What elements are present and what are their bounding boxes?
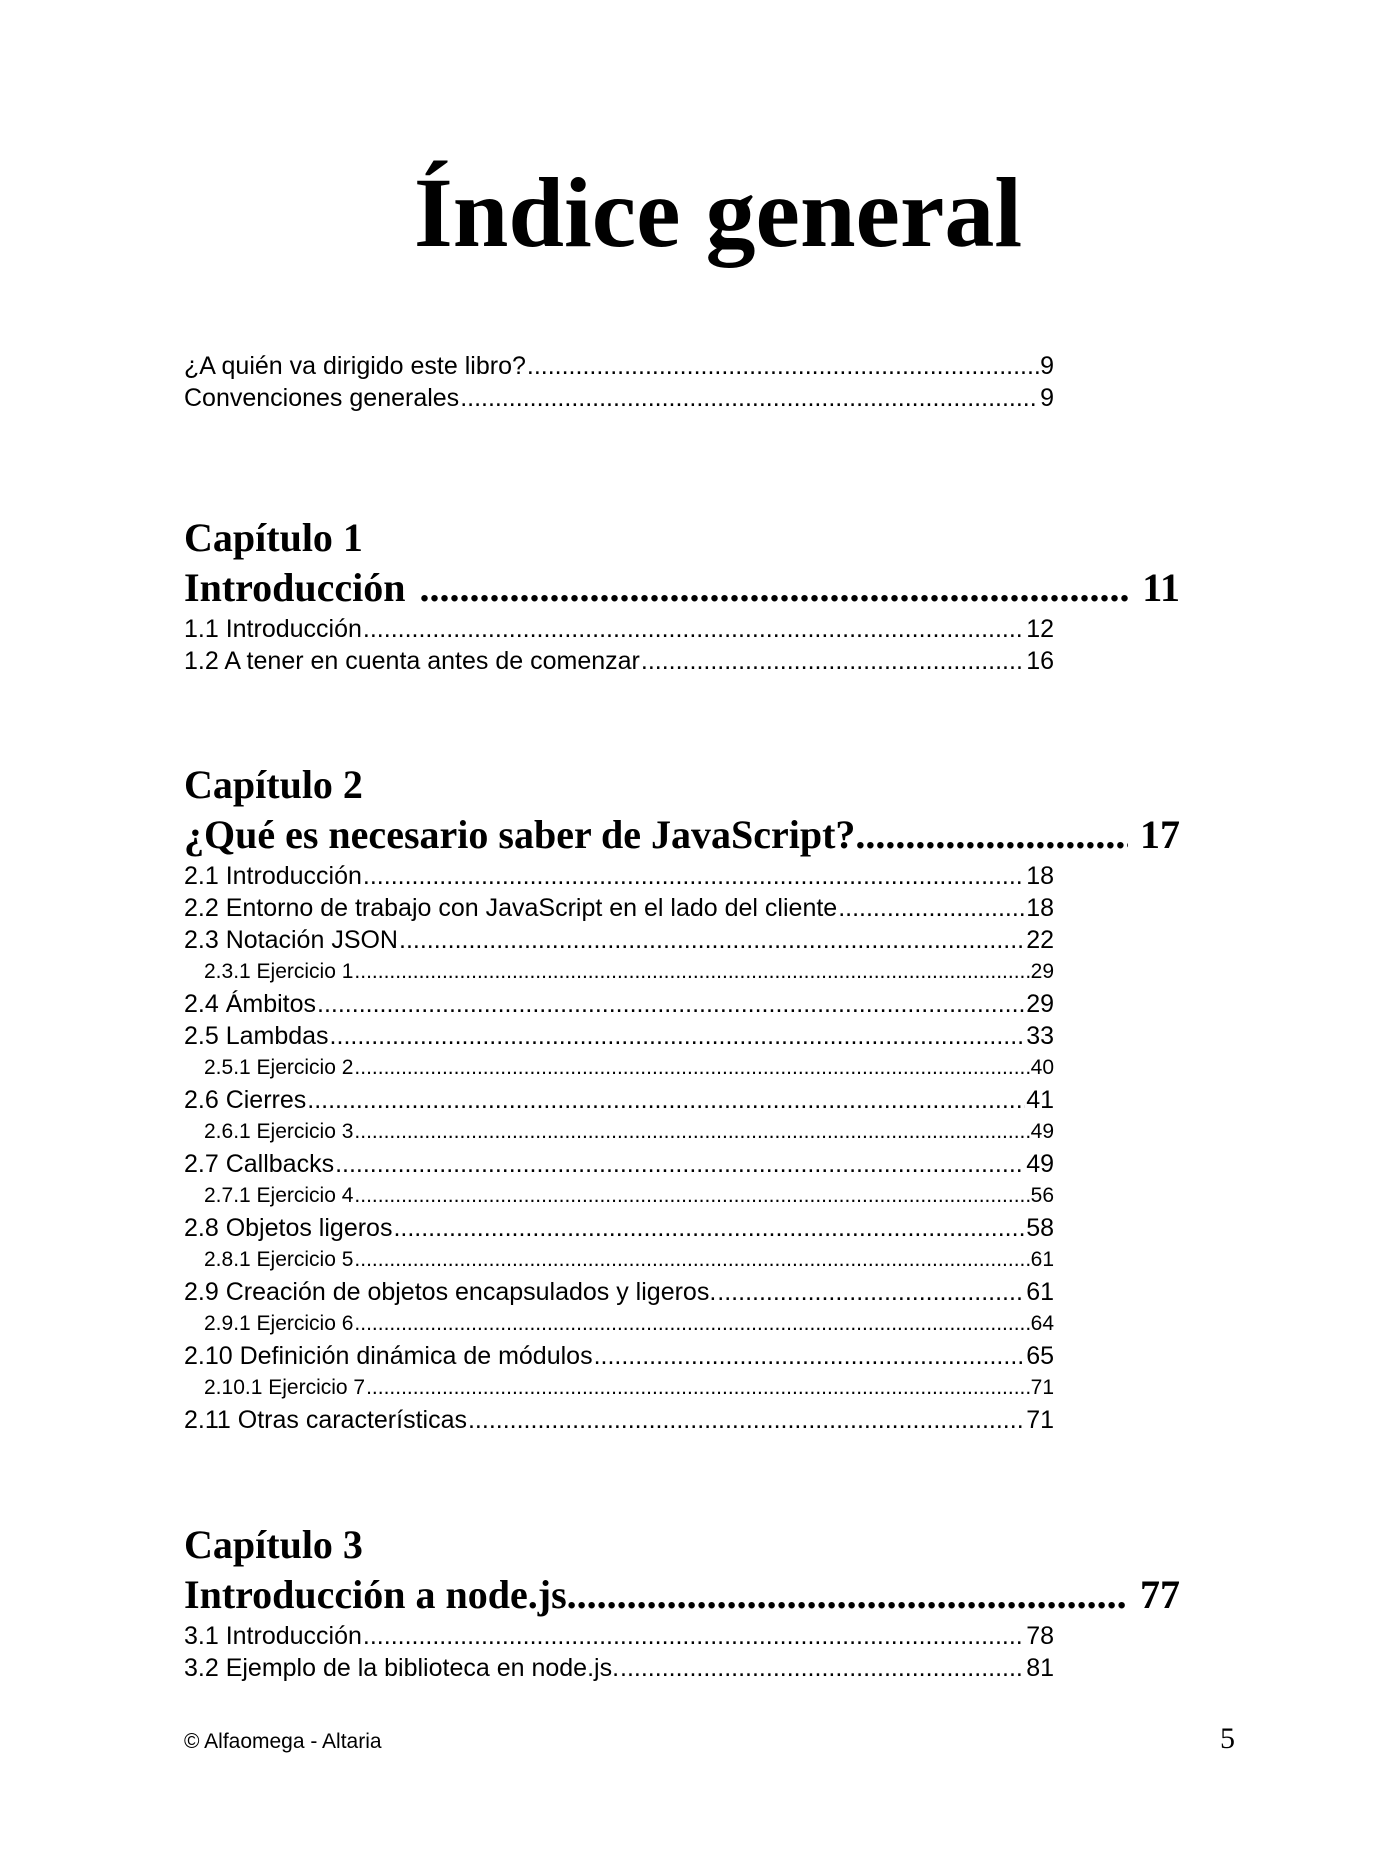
dot-leader bbox=[354, 1180, 1029, 1212]
toc-entry-label: 2.10 Definición dinámica de módulos bbox=[184, 1342, 593, 1370]
dot-leader bbox=[567, 1570, 1128, 1620]
toc-entry bbox=[184, 1084, 1054, 1116]
chapter-title-line bbox=[184, 563, 1180, 613]
toc-entry-page: 78 bbox=[1026, 1622, 1054, 1650]
toc-entry bbox=[184, 1148, 1054, 1180]
dot-leader bbox=[399, 924, 1025, 956]
toc-entry-page: 9 bbox=[1040, 352, 1054, 380]
chapter-title-line bbox=[184, 810, 1180, 860]
toc-entry-page: 49 bbox=[1026, 1150, 1054, 1178]
toc-entry-label: 2.3 Notación JSON bbox=[184, 926, 398, 954]
toc-entry-page: 29 bbox=[1030, 960, 1054, 983]
dot-leader bbox=[363, 1620, 1025, 1652]
footer-page-number: 5 bbox=[1220, 1722, 1235, 1755]
toc-entry-page: 40 bbox=[1030, 1056, 1054, 1079]
toc-entry-label: 2.5 Lambdas bbox=[184, 1022, 329, 1050]
dot-leader bbox=[354, 1052, 1029, 1084]
toc-entry-page: 12 bbox=[1026, 615, 1054, 643]
chapter-number: Capítulo 3 bbox=[184, 1522, 363, 1567]
toc-entry-label: 2.4 Ámbitos bbox=[184, 990, 317, 1018]
toc-subentry bbox=[184, 1244, 1054, 1276]
toc-entry-page: 61 bbox=[1026, 1278, 1054, 1306]
dot-leader bbox=[393, 1212, 1025, 1244]
toc-subentry bbox=[184, 1116, 1054, 1148]
toc-entry bbox=[184, 1652, 1054, 1684]
toc-entry-page: 49 bbox=[1030, 1120, 1054, 1143]
toc-entry bbox=[184, 350, 1054, 382]
dot-leader bbox=[838, 892, 1025, 924]
toc-entry-page: 33 bbox=[1026, 1022, 1054, 1050]
chapter-page: 11 bbox=[1142, 565, 1180, 610]
toc-entry-label: 2.10.1 Ejercicio 7 bbox=[204, 1376, 366, 1399]
toc-subentry bbox=[184, 956, 1054, 988]
toc-entry-page: 61 bbox=[1030, 1248, 1054, 1271]
toc-entry bbox=[184, 1340, 1054, 1372]
toc-subentry bbox=[184, 1052, 1054, 1084]
toc-entry-label: 2.2 Entorno de trabajo con JavaScript en el lado del cliente bbox=[184, 894, 838, 922]
dot-leader bbox=[354, 956, 1029, 988]
chapter-page: 77 bbox=[1140, 1572, 1180, 1617]
toc-entry bbox=[184, 1404, 1054, 1436]
dot-leader bbox=[317, 988, 1025, 1020]
chapter-2 bbox=[184, 760, 1180, 1436]
toc-entry bbox=[184, 645, 1054, 677]
toc-entry-page: 9 bbox=[1040, 384, 1054, 412]
toc-entry-label: 2.1 Introducción bbox=[184, 862, 362, 890]
chapter-page: 17 bbox=[1140, 812, 1180, 857]
dot-leader bbox=[717, 1276, 1025, 1308]
toc-entry-label: 2.11 Otras características bbox=[184, 1406, 467, 1434]
front-matter-list bbox=[184, 350, 1054, 414]
dot-leader bbox=[354, 1308, 1029, 1340]
toc-entry-label: 2.6.1 Ejercicio 3 bbox=[204, 1120, 354, 1143]
toc-entry-label: 2.8.1 Ejercicio 5 bbox=[204, 1248, 354, 1271]
dot-leader bbox=[354, 1244, 1029, 1276]
toc-subentry bbox=[184, 1372, 1054, 1404]
toc-entry bbox=[184, 988, 1054, 1020]
toc-entry-page: 71 bbox=[1030, 1376, 1054, 1399]
toc-entry-label: 2.7.1 Ejercicio 4 bbox=[204, 1184, 354, 1207]
dot-leader bbox=[460, 382, 1039, 414]
toc-entry-page: 56 bbox=[1030, 1184, 1054, 1207]
toc-entry-label: 2.8 Objetos ligeros bbox=[184, 1214, 393, 1242]
toc-entry-label: 2.3.1 Ejercicio 1 bbox=[204, 960, 354, 983]
chapter-3 bbox=[184, 1520, 1180, 1684]
toc-entry bbox=[184, 1276, 1054, 1308]
toc-subentry bbox=[184, 1180, 1054, 1212]
chapter-1 bbox=[184, 513, 1180, 677]
toc-entry-label: ¿A quién va dirigido este libro? bbox=[184, 352, 526, 380]
toc-entry-page: 29 bbox=[1026, 990, 1054, 1018]
dot-leader bbox=[641, 645, 1025, 677]
dot-leader bbox=[366, 1372, 1030, 1404]
toc-entry-page: 22 bbox=[1026, 926, 1054, 954]
dot-leader bbox=[335, 1148, 1025, 1180]
toc-entry bbox=[184, 613, 1054, 645]
dot-leader bbox=[468, 1404, 1025, 1436]
toc-entry-label: 3.1 Introducción bbox=[184, 1622, 362, 1650]
chapter-title-line bbox=[184, 1570, 1180, 1620]
dot-leader bbox=[527, 350, 1039, 382]
chapter-title: Introducción bbox=[184, 565, 406, 610]
toc-entry-label: 2.7 Callbacks bbox=[184, 1150, 335, 1178]
toc-entry-label: 2.9 Creación de objetos encapsulados y ligeros. bbox=[184, 1278, 717, 1306]
toc-entry-label: Convenciones generales bbox=[184, 384, 460, 412]
footer-publisher: © Alfaomega - Altaria bbox=[184, 1730, 382, 1753]
toc-entry-label: 2.9.1 Ejercicio 6 bbox=[204, 1312, 354, 1335]
toc-entry-label: 1.1 Introducción bbox=[184, 615, 362, 643]
toc-entry-page: 65 bbox=[1026, 1342, 1054, 1370]
toc-entry-page: 71 bbox=[1026, 1406, 1054, 1434]
toc-entry bbox=[184, 382, 1054, 414]
dot-leader bbox=[620, 1652, 1025, 1684]
page-title: Índice general bbox=[413, 157, 1023, 268]
dot-leader bbox=[594, 1340, 1026, 1372]
toc-entry bbox=[184, 892, 1054, 924]
dot-leader bbox=[855, 810, 1128, 860]
toc-entry-page: 18 bbox=[1026, 894, 1054, 922]
dot-leader bbox=[354, 1116, 1029, 1148]
toc-entry bbox=[184, 1020, 1054, 1052]
toc-entry-page: 58 bbox=[1026, 1214, 1054, 1242]
toc-entry-page: 16 bbox=[1026, 647, 1054, 675]
dot-leader bbox=[330, 1020, 1026, 1052]
dot-leader bbox=[420, 563, 1131, 613]
toc-entry bbox=[184, 860, 1054, 892]
toc-entry bbox=[184, 924, 1054, 956]
dot-leader bbox=[307, 1084, 1025, 1116]
dot-leader bbox=[363, 613, 1025, 645]
chapter-number: Capítulo 1 bbox=[184, 515, 363, 560]
toc-entry bbox=[184, 1620, 1054, 1652]
toc-entry bbox=[184, 1212, 1054, 1244]
toc-entry-label: 1.2 A tener en cuenta antes de comenzar bbox=[184, 647, 640, 675]
chapter-number: Capítulo 2 bbox=[184, 762, 363, 807]
toc-entry-page: 41 bbox=[1026, 1086, 1054, 1114]
toc-entry-page: 64 bbox=[1030, 1312, 1054, 1335]
dot-leader bbox=[363, 860, 1025, 892]
chapter-title: Introducción a node.js bbox=[184, 1572, 567, 1617]
toc-entry-label: 3.2 Ejemplo de la biblioteca en node.js. bbox=[184, 1654, 620, 1682]
toc-entry-label: 2.6 Cierres bbox=[184, 1086, 307, 1114]
toc-entry-page: 18 bbox=[1026, 862, 1054, 890]
toc-entry-page: 81 bbox=[1026, 1654, 1054, 1682]
toc-entry-label: 2.5.1 Ejercicio 2 bbox=[204, 1056, 354, 1079]
toc-subentry bbox=[184, 1308, 1054, 1340]
chapter-title: ¿Qué es necesario saber de JavaScript? bbox=[184, 812, 856, 857]
